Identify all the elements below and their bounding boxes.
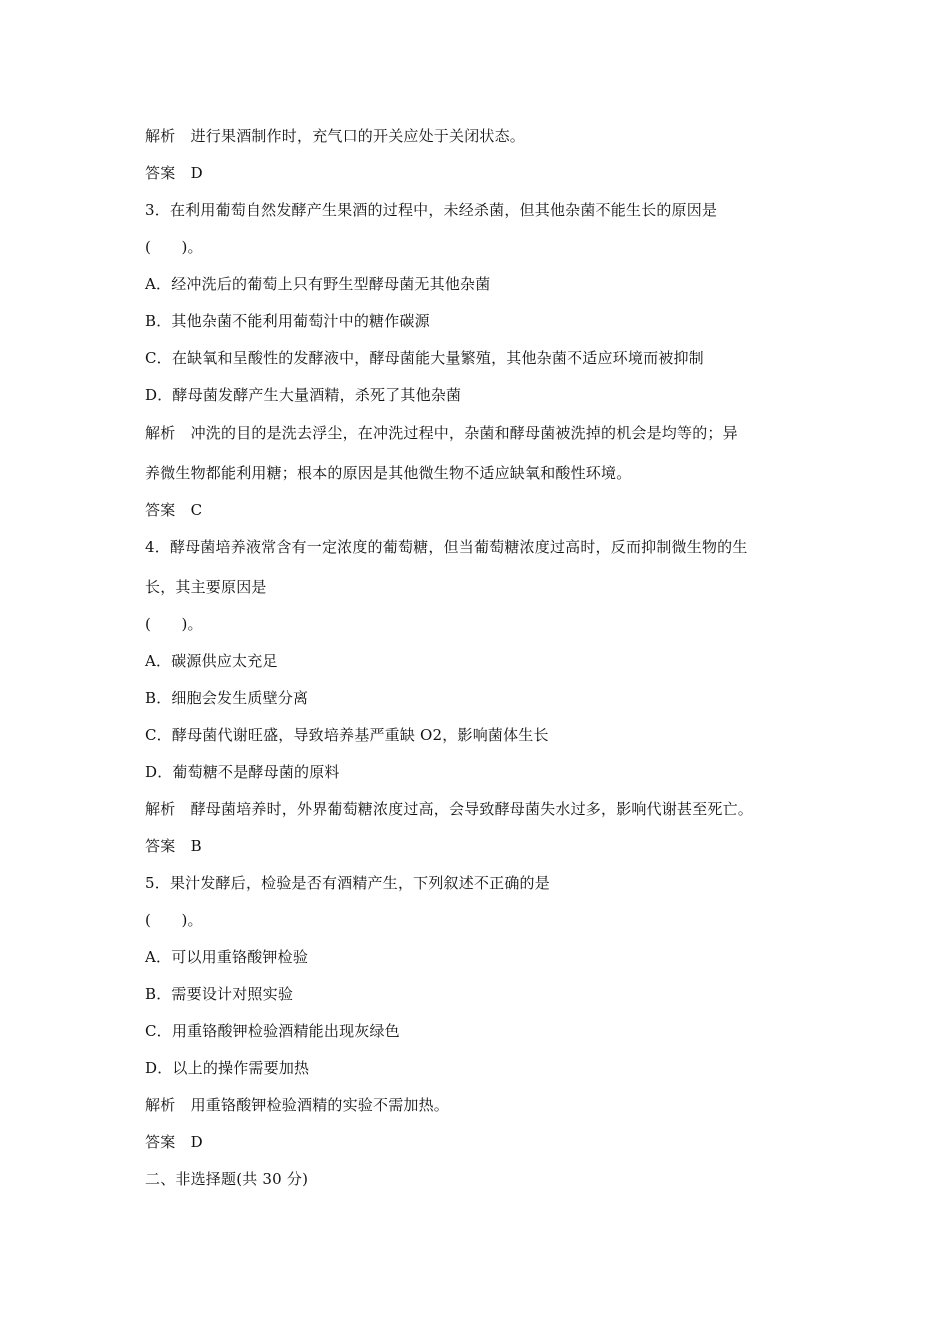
answer-line: 答案 D: [145, 164, 203, 182]
option-d: D．酵母菌发酵产生大量酒精，杀死了其他杂菌: [145, 386, 462, 404]
question-3-stem: 3．在利用葡萄自然发酵产生果酒的过程中，未经杀菌，但其他杂菌不能生长的原因是: [145, 201, 718, 219]
option-d: D．葡萄糖不是酵母菌的原料: [145, 763, 340, 781]
answer-blank: ( )。: [145, 615, 203, 633]
section-heading: 二、非选择题(共 30 分): [145, 1170, 309, 1188]
answer-blank: ( )。: [145, 911, 203, 929]
analysis-line: 解析 用重铬酸钾检验酒精的实验不需加热。: [145, 1096, 450, 1114]
answer-blank: ( )。: [145, 238, 203, 256]
question-4-stem: 4．酵母菌培养液常含有一定浓度的葡萄糖，但当葡萄糖浓度过高时，反而抑制微生物的生: [145, 538, 748, 556]
option-b: B．需要设计对照实验: [145, 985, 294, 1003]
option-c: C．在缺氧和呈酸性的发酵液中，酵母菌能大量繁殖，其他杂菌不适应环境而被抑制: [145, 349, 704, 367]
option-d: D．以上的操作需要加热: [145, 1059, 310, 1077]
question-4-stem-continued: 长，其主要原因是: [145, 578, 267, 596]
analysis-line-continued: 养微生物都能利用糖；根本的原因是其他微生物不适应缺氧和酸性环境。: [145, 464, 632, 482]
option-a: A．碳源供应太充足: [145, 652, 278, 670]
answer-line: 答案 B: [145, 837, 202, 855]
option-c: C．酵母菌代谢旺盛，导致培养基严重缺 O2，影响菌体生长: [145, 726, 549, 744]
option-b: B．其他杂菌不能利用葡萄汁中的糖作碳源: [145, 312, 430, 330]
analysis-line: 解析 进行果酒制作时，充气口的开关应处于关闭状态。: [145, 127, 526, 145]
option-c: C．用重铬酸钾检验酒精能出现灰绿色: [145, 1022, 400, 1040]
answer-line: 答案 C: [145, 501, 203, 519]
analysis-line: 解析 冲洗的目的是洗去浮尘，在冲洗过程中，杂菌和酵母菌被洗掉的机会是均等的；异: [145, 424, 738, 442]
analysis-line: 解析 酵母菌培养时，外界葡萄糖浓度过高，会导致酵母菌失水过多，影响代谢甚至死亡。: [145, 800, 754, 818]
answer-line: 答案 D: [145, 1133, 203, 1151]
question-5-stem: 5．果汁发酵后，检验是否有酒精产生，下列叙述不正确的是: [145, 874, 550, 892]
option-a: A．可以用重铬酸钾检验: [145, 948, 309, 966]
option-a: A．经冲洗后的葡萄上只有野生型酵母菌无其他杂菌: [145, 275, 491, 293]
option-b: B．细胞会发生质壁分离: [145, 689, 309, 707]
